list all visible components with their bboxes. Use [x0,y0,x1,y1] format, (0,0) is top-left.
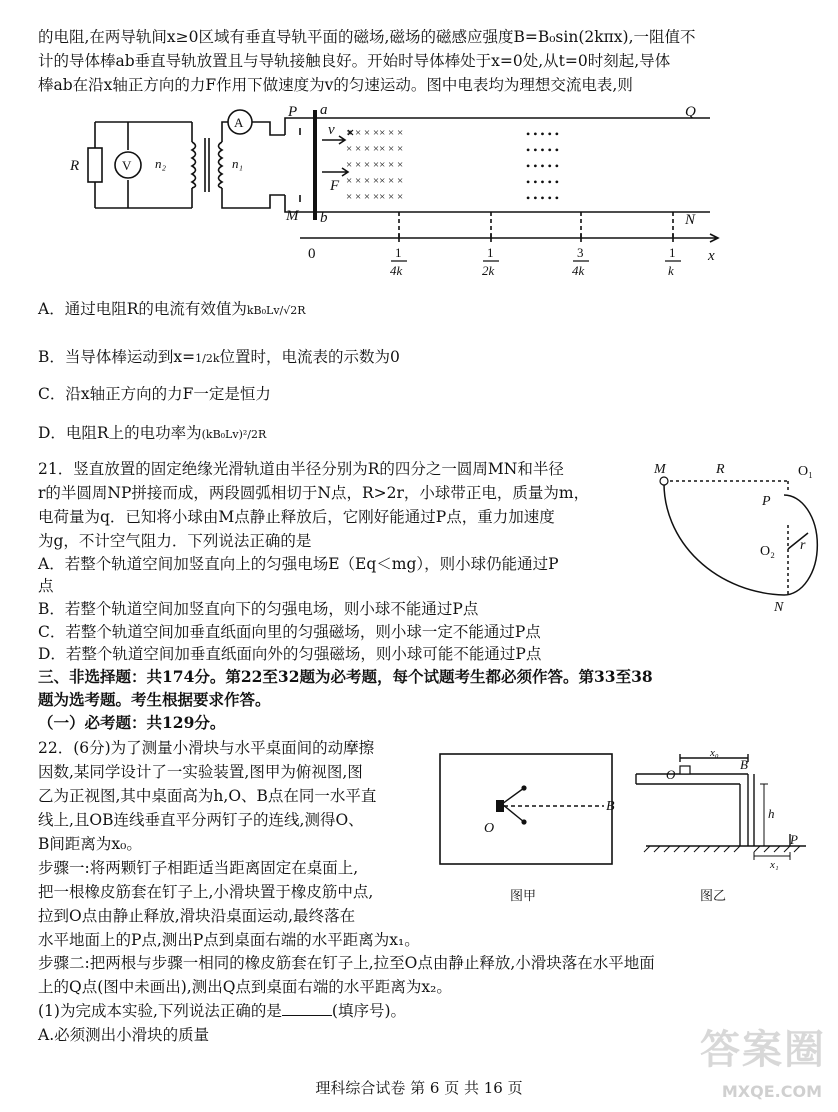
label-M: M [286,208,299,224]
fig-jia-O: O [484,821,495,836]
label-n2: n₂ [155,156,167,171]
q21-stem-line-3: 电荷量为q．已知将小球由M点静止释放后，它刚好能通过P点，重力加速度 [38,508,555,526]
section3-line-2: 题为选考题。考生根据要求作答。 [38,690,271,709]
q21-stem-line-1: 21．竖直放置的固定绝缘光滑轨道由半径分别为R的四分之一圆周MN和半径 [38,460,564,478]
q20-option-b: B．当导体棒运动到x=1/2k位置时，电流表的示数为0 [38,348,400,366]
tick-den-3: 4k [572,263,585,278]
page-footer: 理科综合试卷 第 6 页 共 16 页 [315,1079,523,1097]
q20-stem-line-3: 棒ab在沿x轴正方向的力F作用下做速度为v的匀速运动。图中电表均为理想交流电表,则 [38,76,633,94]
q21-option-a: A．若整个轨道空间加竖直向上的匀强电场E（Eq＜mg），则小球仍能通过P [38,555,559,573]
fig21-r: r [800,538,806,553]
fig21-N: N [774,600,784,615]
fig-yi-x0: x₀ [710,748,719,759]
q22-line-1: 22．(6分)为了测量小滑块与水平桌面间的动摩擦 [38,739,375,757]
q20-option-d: D．电阻R上的电功率为(kB₀Lv)²/2R [38,424,267,442]
tick-num-2: 1 [487,245,494,260]
voltmeter-label: V [122,158,132,173]
q22-step2-line-2: 上的Q点(图中未画出),测出Q点到桌面右端的水平距离为x₂。 [38,978,452,996]
fig-yi-B: B [740,757,748,772]
label-a: a [320,102,328,118]
fig21-O1: O₁ [798,464,813,479]
svg-text:× × × ×× × ×: × × × ×× × × [346,175,404,187]
q22-line-2: 因数,某同学设计了一实验装置,图甲为俯视图,图 [38,763,363,781]
q22-line-3: 乙为正视图,其中桌面高为h,O、B点在同一水平直 [38,787,377,805]
label-v: v [328,122,335,138]
q22-line-4: 线上,且OB连线垂直平分两钉子的连线,测得O、 [38,811,364,829]
tick-num-1: 1 [395,245,402,260]
fig-jia-B: B [606,799,615,814]
fig-yi-x1: x₁ [770,859,779,871]
q21-stem-line-4: 为g，不计空气阻力．下列说法正确的是 [38,532,312,550]
label-N: N [685,212,696,228]
fig21-M: M [654,462,666,477]
q21-track-figure [650,455,830,615]
q21-stem-line-2: r的半圆周NP拼接而成，两段圆弧相切于N点，R>2r，小球带正电，质量为m， [38,484,590,502]
svg-text:• • • • •: • • • • • [526,143,560,157]
q21-option-d: D．若整个轨道空间加垂直纸面向外的匀强磁场，则小球可能不能通过P点 [38,645,542,663]
label-P: P [288,104,298,120]
q20-option-c: C．沿x轴正方向的力F一定是恒力 [38,385,271,403]
tick-den-1: 4k [390,263,403,278]
fig-jia-caption: 图甲 [510,888,537,903]
q22-line-8: 拉到O点由静止释放,滑块沿桌面运动,最终落在 [38,907,356,925]
watermark-logo: 答案圈 [700,1027,826,1073]
svg-text:× × × ×× × ×: × × × ×× × × [346,191,404,203]
label-R: R [70,158,80,174]
q22-option-a: A.必须测出小滑块的质量 [38,1026,210,1044]
q21-option-c: C．若整个轨道空间加垂直纸面向里的匀强磁场，则小球一定不能通过P点 [38,623,541,641]
fig-yi-P: P [790,832,798,847]
svg-text:• • • • •: • • • • • [526,127,560,141]
fig21-R: R [716,462,725,477]
label-F: F [330,178,340,194]
tick-num-3: 3 [577,245,584,260]
svg-text:× × × ×× × ×: × × × ×× × × [346,127,404,139]
svg-text:× × × ×× × ×: × × × ×× × × [346,143,404,155]
q21-option-b: B．若整个轨道空间加竖直向下的匀强电场，则小球不能通过P点 [38,600,479,618]
q22-line-5: B间距离为x₀。 [38,835,142,853]
q22-line-6: 步骤一:将两颗钉子相距适当距离固定在桌面上, [38,859,359,877]
svg-text:• • • • •: • • • • • [526,191,560,205]
axis-label-x: x [708,248,715,264]
answer-blank[interactable] [282,1001,332,1016]
q22-line-7: 把一根橡皮筋套在钉子上,小滑块置于橡皮筋中点, [38,883,374,901]
section3-line-1: 三、非选择题：共174分。第22至32题为必考题，每个试题考生都必须作答。第33至38 [38,667,653,686]
q20-stem-line-1: 的电阻,在两导轨间x≥0区域有垂直导轨平面的磁场,磁场的磁感应强度B=B₀sin(2kπx),一阻值不 [38,28,696,46]
q21-option-a-cont: 点 [38,577,54,595]
label-Q: Q [685,104,696,120]
svg-text:× × × ×× × ×: × × × ×× × × [346,159,404,171]
fig-yi-O: O [666,767,676,782]
tick-den-4: k [668,263,674,278]
fig21-P: P [762,494,771,509]
q22-question-1: (1)为完成本实验,下列说法正确的是 (填序号)。 [38,1002,406,1020]
fig21-O2: O₂ [760,544,775,559]
section3-subheading: （一）必考题：共129分。 [38,713,226,732]
q20-option-a: A．通过电阻R的电流有效值为kB₀Lv/√2R [38,300,306,318]
ammeter-label: A [234,115,244,130]
watermark-site: MXQE.COM [721,1082,822,1101]
q22-step2-line-1: 步骤二:把两根与步骤一相同的橡皮筋套在钉子上,拉至O点由静止释放,小滑块落在水平地面 [38,954,655,972]
axis-origin: 0 [308,246,316,262]
fig-yi-caption: 图乙 [700,888,727,903]
label-b: b [320,210,328,226]
tick-den-2: 2k [482,263,495,278]
q22-line-9: 水平地面上的P点,测出P点到桌面右端的水平距离为x₁。 [38,931,420,949]
q22-figure-jia [438,752,616,912]
tick-num-4: 1 [669,245,676,260]
label-n1: n₁ [232,156,244,171]
field-markers [346,127,559,205]
q22-figure-yi [630,748,815,912]
svg-text:• • • • •: • • • • • [526,159,560,173]
q20-circuit-figure [60,100,730,285]
q20-stem-line-2: 计的导体棒ab垂直导轨放置且与导轨接触良好。开始时导体棒处于x=0处,从t=0时刻起,导体 [38,52,671,70]
fig-yi-h: h [768,806,775,821]
svg-text:• • • • •: • • • • • [526,175,560,189]
